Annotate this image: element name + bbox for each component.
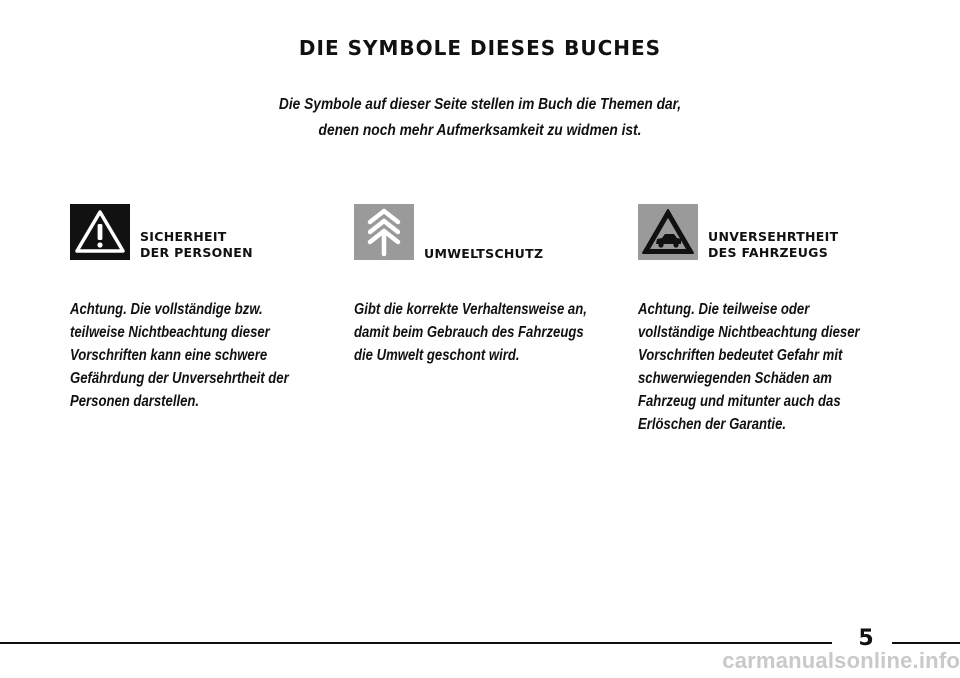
intro-text <box>222 92 738 144</box>
car-warning-icon <box>638 204 698 260</box>
text-line: Achtung. Die vollständige bzw. <box>70 301 263 318</box>
page-title: DIE SYMBOLE DIESES BUCHES <box>298 36 662 60</box>
footer-rule <box>0 642 832 644</box>
heading-line: SICHERHEIT <box>140 229 227 244</box>
text-line: die Umwelt geschont wird. <box>354 347 520 364</box>
watermark: carmanualsonline.info <box>722 648 960 673</box>
intro-line: Die Symbole auf dieser Seite stellen im Buch die Themen dar, <box>278 96 682 113</box>
symbol-heading <box>708 229 888 261</box>
heading-line: UNVERSEHRTHEIT <box>708 229 839 244</box>
tree-icon <box>354 204 414 260</box>
text-line: Gefährdung der Unversehrtheit der <box>70 370 289 387</box>
footer-rule <box>892 642 960 644</box>
text-line: damit beim Gebrauch des Fahrzeugs <box>354 324 584 341</box>
text-line: teilweise Nichtbeachtung dieser <box>70 324 270 341</box>
warning-triangle-icon <box>70 204 130 260</box>
symbol-description <box>638 298 884 436</box>
text-line: Personen darstellen. <box>70 393 200 410</box>
page-number: 5 <box>858 626 874 651</box>
symbol-heading <box>140 229 320 261</box>
symbol-description <box>70 298 316 413</box>
text-line: Erlöschen der Garantie. <box>638 416 787 433</box>
text-line: Fahrzeug und mitunter auch das <box>638 393 841 410</box>
heading-line: UMWELTSCHUTZ <box>424 246 544 261</box>
text-line: schwerwiegenden Schäden am <box>638 370 832 387</box>
intro-line: denen noch mehr Aufmerksamkeit zu widmen ist. <box>318 122 642 139</box>
symbol-heading <box>424 246 604 262</box>
symbol-description <box>354 298 600 367</box>
text-line: Vorschriften bedeutet Gefahr mit <box>638 347 843 364</box>
text-line: vollständige Nichtbeachtung dieser <box>638 324 860 341</box>
heading-line: DES FAHRZEUGS <box>708 245 829 260</box>
text-line: Gibt die korrekte Verhaltensweise an, <box>354 301 587 318</box>
text-line: Achtung. Die teilweise oder <box>638 301 810 318</box>
heading-line: DER PERSONEN <box>140 245 253 260</box>
text-line: Vorschriften kann eine schwere <box>70 347 268 364</box>
